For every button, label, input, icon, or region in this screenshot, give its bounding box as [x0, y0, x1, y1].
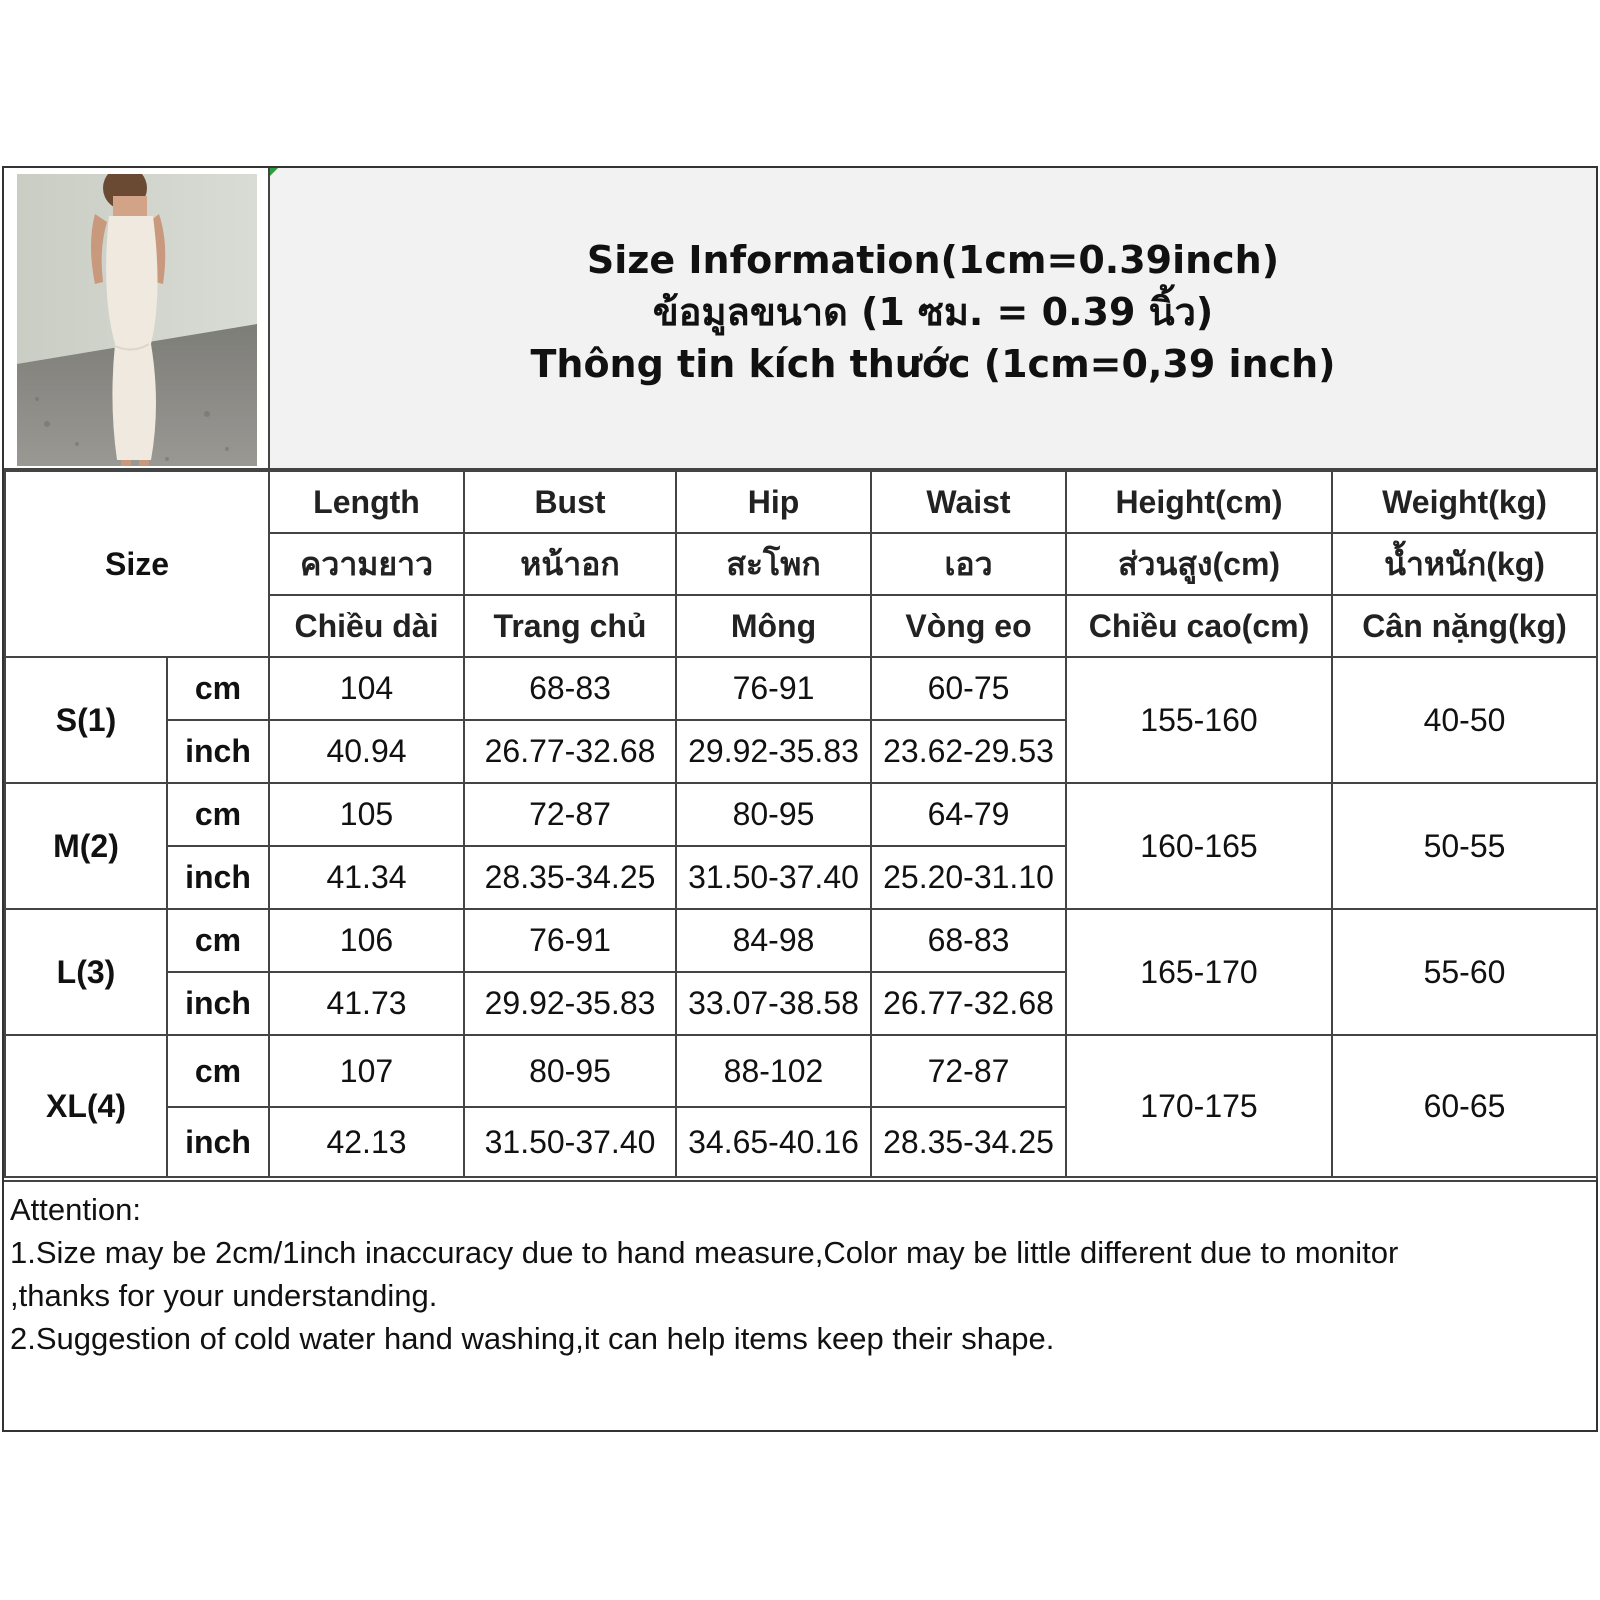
s-waist-inch: 23.62-29.53	[871, 720, 1066, 783]
xl-length-inch: 42.13	[269, 1107, 464, 1177]
col-bust-en: Bust	[464, 471, 676, 533]
col-hip-vi: Mông	[676, 595, 871, 657]
unit-cm: cm	[167, 1035, 269, 1107]
notes-line-1b: ,thanks for your understanding.	[10, 1278, 438, 1313]
l-length-cm: 106	[269, 909, 464, 972]
col-weight-th: น้ำหนัก(kg)	[1332, 533, 1597, 595]
s-length-inch: 40.94	[269, 720, 464, 783]
l-hip-cm: 84-98	[676, 909, 871, 972]
title-block	[270, 234, 1596, 390]
unit-cm: cm	[167, 657, 269, 720]
l-bust-inch: 29.92-35.83	[464, 972, 676, 1035]
size-s-label: S(1)	[5, 657, 167, 783]
unit-inch: inch	[167, 846, 269, 909]
header-row-en	[5, 471, 1597, 533]
l-waist-inch: 26.77-32.68	[871, 972, 1066, 1035]
xl-bust-cm: 80-95	[464, 1035, 676, 1107]
table-row	[5, 657, 1597, 720]
m-waist-inch: 25.20-31.10	[871, 846, 1066, 909]
title-cell	[270, 168, 1596, 470]
col-length-en: Length	[269, 471, 464, 533]
col-weight-vi: Cân nặng(kg)	[1332, 595, 1597, 657]
title-english: Size Information(1cm=0.39inch)	[586, 238, 1280, 282]
unit-inch: inch	[167, 972, 269, 1035]
col-waist-th: เอว	[871, 533, 1066, 595]
product-photo	[17, 174, 257, 466]
xl-hip-inch: 34.65-40.16	[676, 1107, 871, 1177]
title-vietnamese: Thông tin kích thước (1cm=0,39 inch)	[530, 342, 1336, 386]
notes-line-1: 1.Size may be 2cm/1inch inaccuracy due to hand measure,Color may be little different due to monitor	[10, 1235, 1399, 1270]
size-chart	[2, 166, 1598, 1432]
col-hip-en: Hip	[676, 471, 871, 533]
xl-waist-inch: 28.35-34.25	[871, 1107, 1066, 1177]
title-thai: ข้อมูลขนาด (1 ซม. = 0.39 นิ้ว)	[652, 290, 1214, 334]
xl-weight: 60-65	[1332, 1035, 1597, 1177]
s-height: 155-160	[1066, 657, 1332, 783]
col-length-vi: Chiều dài	[269, 595, 464, 657]
s-bust-inch: 26.77-32.68	[464, 720, 676, 783]
size-heading: Size	[5, 471, 269, 657]
size-xl-label: XL(4)	[5, 1035, 167, 1177]
size-l-label: L(3)	[5, 909, 167, 1035]
col-weight-en: Weight(kg)	[1332, 471, 1597, 533]
size-m-label: M(2)	[5, 783, 167, 909]
table-row	[5, 909, 1597, 972]
s-weight: 40-50	[1332, 657, 1597, 783]
l-waist-cm: 68-83	[871, 909, 1066, 972]
unit-inch: inch	[167, 720, 269, 783]
unit-cm: cm	[167, 909, 269, 972]
cell-marker-icon	[270, 168, 278, 176]
m-length-inch: 41.34	[269, 846, 464, 909]
xl-length-cm: 107	[269, 1035, 464, 1107]
xl-bust-inch: 31.50-37.40	[464, 1107, 676, 1177]
photo-cell	[4, 168, 270, 470]
col-hip-th: สะโพก	[676, 533, 871, 595]
l-length-inch: 41.73	[269, 972, 464, 1035]
col-length-th: ความยาว	[269, 533, 464, 595]
l-height: 165-170	[1066, 909, 1332, 1035]
m-length-cm: 105	[269, 783, 464, 846]
unit-inch: inch	[167, 1107, 269, 1177]
col-height-en: Height(cm)	[1066, 471, 1332, 533]
m-height: 160-165	[1066, 783, 1332, 909]
s-length-cm: 104	[269, 657, 464, 720]
table-row	[5, 783, 1597, 846]
attention-notes	[4, 1180, 1596, 1430]
notes-line-2: 2.Suggestion of cold water hand washing,it can help items keep their shape.	[10, 1321, 1055, 1356]
m-bust-cm: 72-87	[464, 783, 676, 846]
xl-waist-cm: 72-87	[871, 1035, 1066, 1107]
m-waist-cm: 64-79	[871, 783, 1066, 846]
l-hip-inch: 33.07-38.58	[676, 972, 871, 1035]
table-row	[5, 1035, 1597, 1107]
dress-photo-icon	[17, 174, 257, 466]
col-height-th: ส่วนสูง(cm)	[1066, 533, 1332, 595]
m-bust-inch: 28.35-34.25	[464, 846, 676, 909]
unit-cm: cm	[167, 783, 269, 846]
s-hip-cm: 76-91	[676, 657, 871, 720]
col-height-vi: Chiều cao(cm)	[1066, 595, 1332, 657]
col-bust-th: หน้าอก	[464, 533, 676, 595]
xl-height: 170-175	[1066, 1035, 1332, 1177]
m-hip-inch: 31.50-37.40	[676, 846, 871, 909]
l-bust-cm: 76-91	[464, 909, 676, 972]
l-weight: 55-60	[1332, 909, 1597, 1035]
xl-hip-cm: 88-102	[676, 1035, 871, 1107]
s-bust-cm: 68-83	[464, 657, 676, 720]
m-weight: 50-55	[1332, 783, 1597, 909]
notes-heading: Attention:	[10, 1192, 141, 1227]
m-hip-cm: 80-95	[676, 783, 871, 846]
col-waist-vi: Vòng eo	[871, 595, 1066, 657]
s-hip-inch: 29.92-35.83	[676, 720, 871, 783]
s-waist-cm: 60-75	[871, 657, 1066, 720]
col-bust-vi: Trang chủ	[464, 595, 676, 657]
col-waist-en: Waist	[871, 471, 1066, 533]
size-table	[4, 470, 1598, 1178]
